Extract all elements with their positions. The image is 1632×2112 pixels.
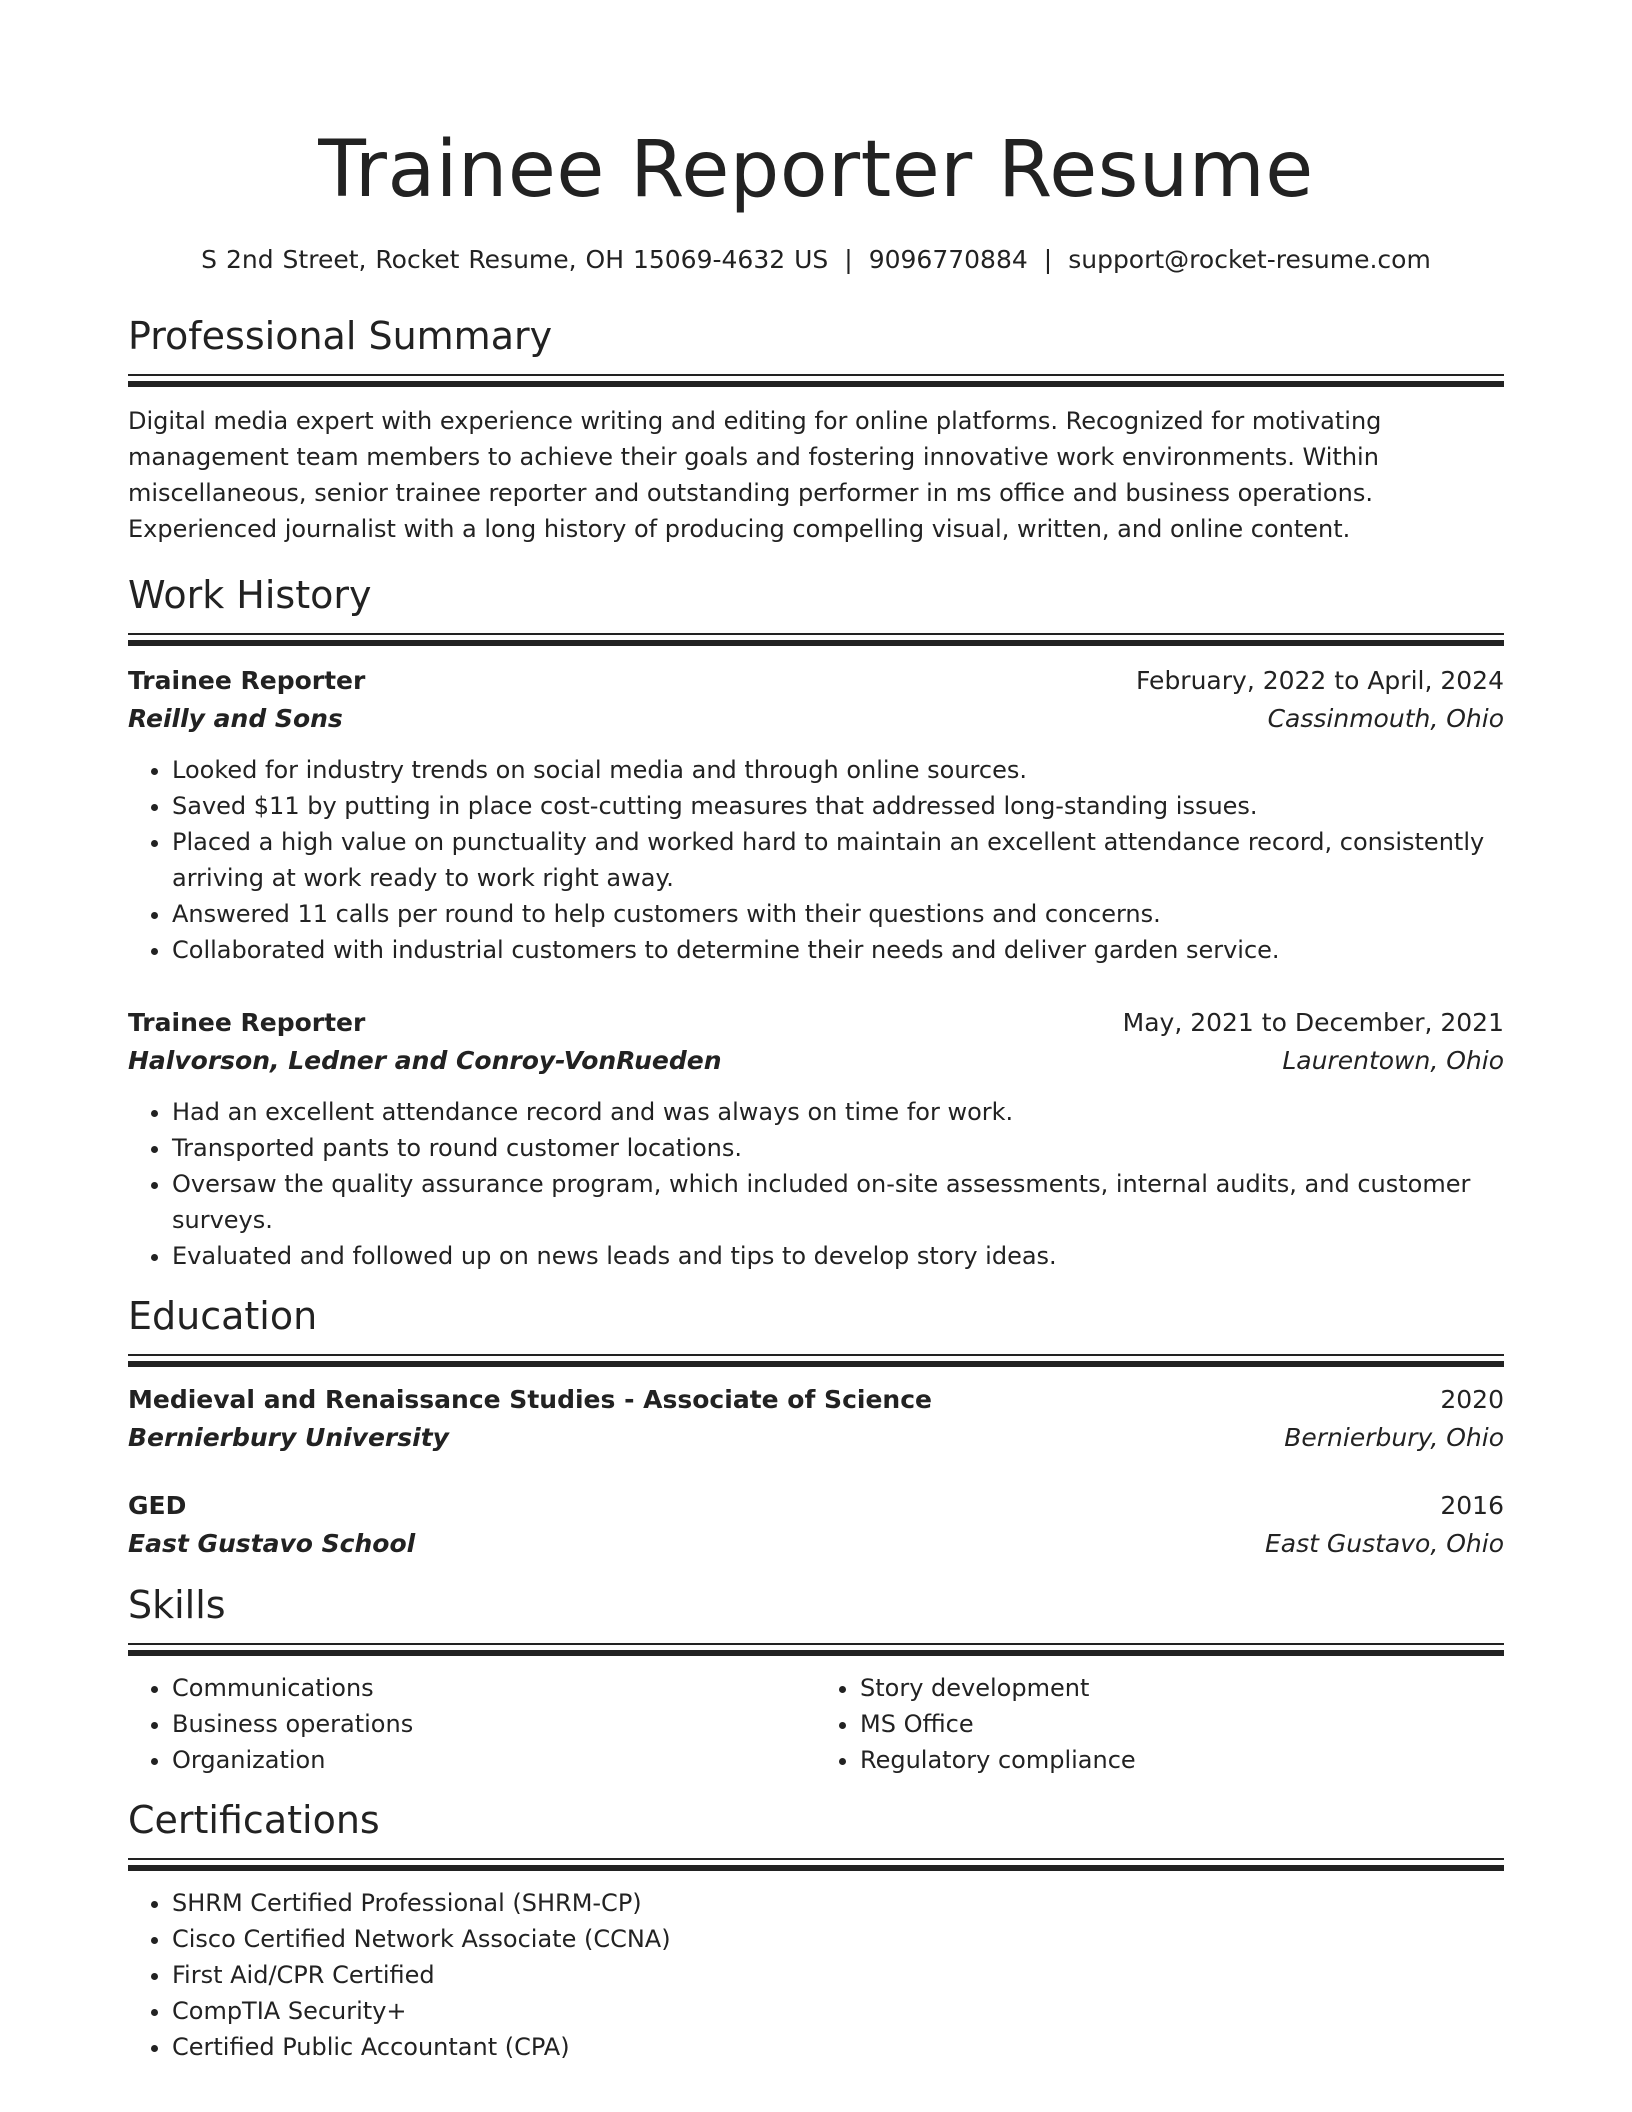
section-education [128, 1292, 1504, 1563]
section-summary [128, 312, 1504, 547]
certifications-list [128, 1885, 1504, 2065]
skills-list-left [128, 1670, 816, 1778]
job-company-row [128, 1042, 1504, 1080]
section-rule [128, 1643, 1504, 1645]
list-item: • Answered 11 calls per round to help customers with their questions and concerns. [172, 896, 1504, 932]
skills-columns [128, 1670, 1504, 1778]
education-degree: GED [128, 1491, 187, 1520]
education-school-row [128, 1525, 1504, 1563]
list-item: • Story development [860, 1670, 1504, 1706]
education-entry [128, 1487, 1504, 1563]
list-item: • Collaborated with industrial customers to determine their needs and deliver garden service. [172, 932, 1504, 968]
list-item: • Cisco Certified Network Associate (CCNA) [172, 1921, 1504, 1957]
job-header-row [128, 1004, 1504, 1042]
section-heading-education: Education [128, 1294, 318, 1338]
section-heading-work: Work History [128, 573, 372, 617]
list-item: • Placed a high value on punctuality and worked hard to maintain an excellent attendance record, consistently arriving at work ready to work right away. [172, 824, 1504, 896]
education-entry [128, 1381, 1504, 1457]
list-item: • First Aid/CPR Certified [172, 1957, 1504, 1993]
section-certifications [128, 1796, 1504, 2065]
list-item: • Oversaw the quality assurance program, which included on-site assessments, internal audits, and customer surveys. [172, 1166, 1504, 1238]
list-item: • Evaluated and followed up on news leads and tips to develop story ideas. [172, 1238, 1504, 1274]
summary-text: Digital media expert with experience writing and editing for online platforms. Recognized for motivating management team members to achieve their goals and fostering innovative work environments. Within miscellaneous, senior trainee reporter and outstanding performer in ms office and business operations. Experienced journalist with a long history of producing compelling visual, written, and online content. [128, 407, 1382, 543]
list-item: • Organization [172, 1742, 816, 1778]
education-header-row [128, 1487, 1504, 1525]
job-company-row [128, 700, 1504, 738]
section-rule [128, 1354, 1504, 1356]
contact-address: S 2nd Street, Rocket Resume, OH 15069-4632 US [201, 245, 829, 274]
job-entry [128, 1004, 1504, 1274]
job-bullets [128, 1094, 1504, 1274]
contact-line [128, 242, 1504, 278]
section-rule-thick [128, 640, 1504, 646]
contact-email: support@rocket-resume.com [1068, 245, 1431, 274]
list-item: • Saved $11 by putting in place cost-cutting measures that addressed long-standing issues. [172, 788, 1504, 824]
list-item: • Certified Public Accountant (CPA) [172, 2029, 1504, 2065]
section-work-history [128, 571, 1504, 1274]
education-year: 2016 [1440, 1491, 1504, 1520]
education-header-row [128, 1381, 1504, 1419]
section-heading-skills: Skills [128, 1583, 226, 1627]
section-rule-thick [128, 381, 1504, 387]
job-dates: February, 2022 to April, 2024 [1136, 666, 1504, 695]
education-school: East Gustavo School [128, 1529, 416, 1558]
section-rule-thick [128, 1865, 1504, 1871]
section-rule-thick [128, 1361, 1504, 1367]
section-rule [128, 374, 1504, 376]
contact-phone: 9096770884 [868, 245, 1028, 274]
job-company: Reilly and Sons [128, 704, 343, 733]
education-location: Bernierbury, Ohio [1284, 1423, 1504, 1452]
list-item: • Had an excellent attendance record and was always on time for work. [172, 1094, 1504, 1130]
section-rule [128, 633, 1504, 635]
resume-title: Trainee Reporter Resume [318, 125, 1314, 215]
job-header-row [128, 662, 1504, 700]
education-location: East Gustavo, Ohio [1264, 1529, 1504, 1558]
section-rule [128, 1858, 1504, 1860]
job-dates: May, 2021 to December, 2021 [1122, 1008, 1504, 1037]
section-skills [128, 1581, 1504, 1778]
section-rule-thick [128, 1650, 1504, 1656]
education-degree: Medieval and Renaissance Studies - Associate of Science [128, 1385, 932, 1414]
list-item: • Communications [172, 1670, 816, 1706]
list-item: • CompTIA Security+ [172, 1993, 1504, 2029]
job-location: Cassinmouth, Ohio [1267, 704, 1504, 733]
education-school: Bernierbury University [128, 1423, 449, 1452]
job-bullets [128, 752, 1504, 968]
job-title: Trainee Reporter [128, 1008, 366, 1037]
list-item: • Regulatory compliance [860, 1742, 1504, 1778]
contact-separator: | [844, 245, 853, 274]
skills-list-right [816, 1670, 1504, 1778]
list-item: • MS Office [860, 1706, 1504, 1742]
list-item: • Transported pants to round customer locations. [172, 1130, 1504, 1166]
job-company: Halvorson, Ledner and Conroy-VonRueden [128, 1046, 722, 1075]
education-year: 2020 [1440, 1385, 1504, 1414]
job-location: Laurentown, Ohio [1282, 1046, 1504, 1075]
list-item: • Business operations [172, 1706, 816, 1742]
section-heading-certifications: Certifications [128, 1798, 380, 1842]
section-heading-summary: Professional Summary [128, 314, 553, 358]
list-item: • Looked for industry trends on social media and through online sources. [172, 752, 1504, 788]
education-school-row [128, 1419, 1504, 1457]
list-item: • SHRM Certified Professional (SHRM-CP) [172, 1885, 1504, 1921]
job-entry [128, 662, 1504, 968]
contact-separator: | [1043, 245, 1053, 274]
job-title: Trainee Reporter [128, 666, 366, 695]
